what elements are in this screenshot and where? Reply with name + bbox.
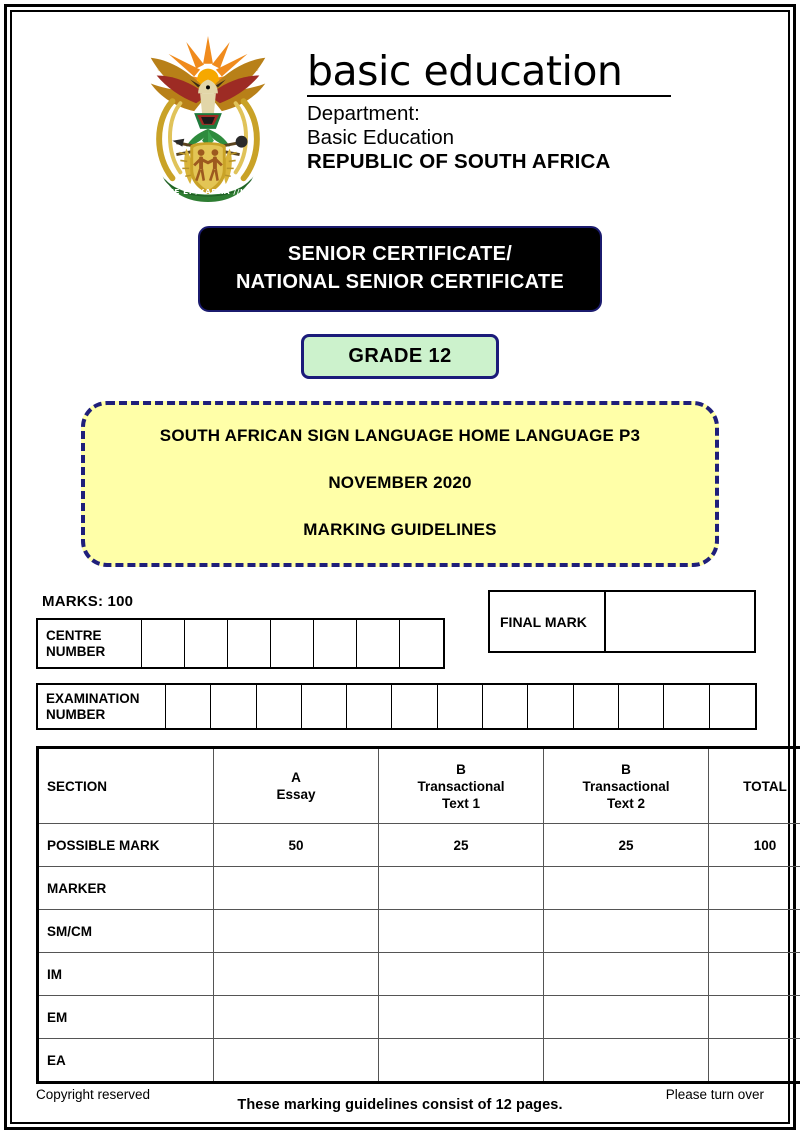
wordmark-title: basic education	[307, 47, 623, 95]
possible-mark-b2: 25	[544, 824, 709, 867]
smcm-a[interactable]	[214, 910, 379, 953]
subject-info-box	[81, 401, 719, 567]
table-row-em	[38, 996, 800, 1039]
header-section-a	[214, 748, 379, 824]
header-b2-name: Transactional	[582, 778, 670, 794]
table-row-marker	[38, 867, 800, 910]
smcm-b1[interactable]	[379, 910, 544, 953]
page-count-note: These marking guidelines consist of 12 pages.	[237, 1097, 563, 1113]
examination-number-cell[interactable]	[166, 685, 211, 728]
table-row-smcm	[38, 910, 800, 953]
table-header-row	[38, 748, 800, 824]
subject-title: SOUTH AFRICAN SIGN LANGUAGE HOME LANGUAGE P3	[159, 426, 641, 445]
coat-of-arms-motto-text: !KE E: /XARRA //KE	[164, 187, 252, 197]
final-mark-value-field[interactable]	[606, 592, 754, 651]
country-label: REPUBLIC OF SOUTH AFRICA	[307, 150, 611, 173]
page-content	[14, 14, 786, 1120]
header-b1-name: Transactional	[417, 778, 505, 794]
header-a-letter: A	[291, 770, 301, 785]
page-footer	[36, 1087, 764, 1102]
examination-number-cell[interactable]	[257, 685, 302, 728]
examination-number-cell[interactable]	[211, 685, 256, 728]
certificate-banner-line2: NATIONAL SENIOR CERTIFICATE	[235, 271, 565, 293]
centre-number-cell[interactable]	[357, 620, 400, 667]
row-label-im: IM	[38, 953, 214, 996]
marker-total[interactable]	[709, 867, 800, 910]
header-section: SECTION	[38, 748, 214, 824]
examination-number-label	[38, 685, 166, 728]
im-b1[interactable]	[379, 953, 544, 996]
department-name: Basic Education	[307, 126, 455, 149]
centre-number-cell[interactable]	[185, 620, 228, 667]
certificate-banner-wrap	[14, 206, 786, 312]
im-b2[interactable]	[544, 953, 709, 996]
examination-number-cell[interactable]	[347, 685, 392, 728]
centre-number-cell[interactable]	[142, 620, 185, 667]
examination-number-label-line1: EXAMINATION	[46, 690, 140, 706]
centre-number-grid	[36, 618, 445, 669]
row-label-em: EM	[38, 996, 214, 1039]
row-label-ea: EA	[38, 1039, 214, 1083]
table-row-possible-mark	[38, 824, 800, 867]
em-b1[interactable]	[379, 996, 544, 1039]
examination-number-cell[interactable]	[528, 685, 573, 728]
south-africa-coat-of-arms-icon	[129, 30, 287, 206]
centre-number-label-line2: NUMBER	[46, 643, 106, 659]
ea-total[interactable]	[709, 1039, 800, 1083]
certificate-banner-line1: SENIOR CERTIFICATE/	[287, 243, 513, 265]
examination-number-cell[interactable]	[302, 685, 347, 728]
possible-mark-total: 100	[709, 824, 800, 867]
row-label-possible-mark: POSSIBLE MARK	[38, 824, 214, 867]
centre-number-cell[interactable]	[400, 620, 443, 667]
total-marks-label: MARKS: 100	[42, 593, 134, 610]
em-total[interactable]	[709, 996, 800, 1039]
ea-b2[interactable]	[544, 1039, 709, 1083]
header-b1-letter: B	[456, 761, 466, 777]
wordmark-rule	[307, 95, 671, 97]
header-a-name: Essay	[276, 787, 316, 802]
em-a[interactable]	[214, 996, 379, 1039]
im-a[interactable]	[214, 953, 379, 996]
centre-number-cell[interactable]	[314, 620, 357, 667]
department-label: Department:	[307, 102, 420, 125]
table-row-ea	[38, 1039, 800, 1083]
examination-number-cell[interactable]	[438, 685, 483, 728]
header-b1-sub: Text 1	[441, 795, 480, 811]
examination-number-cell[interactable]	[392, 685, 437, 728]
header-b2-sub: Text 2	[606, 795, 645, 811]
exam-session: NOVEMBER 2020	[328, 473, 472, 492]
table-row-im	[38, 953, 800, 996]
department-wordmark	[307, 30, 671, 174]
examination-number-cell[interactable]	[483, 685, 528, 728]
marker-a[interactable]	[214, 867, 379, 910]
im-total[interactable]	[709, 953, 800, 996]
centre-number-cell[interactable]	[228, 620, 271, 667]
row-label-smcm: SM/CM	[38, 910, 214, 953]
final-mark-label: FINAL MARK	[490, 592, 606, 651]
ea-b1[interactable]	[379, 1039, 544, 1083]
examination-number-cell[interactable]	[664, 685, 709, 728]
smcm-total[interactable]	[709, 910, 800, 953]
grade-badge: GRADE 12	[301, 334, 498, 379]
em-b2[interactable]	[544, 996, 709, 1039]
examination-number-row	[36, 683, 786, 730]
header-section-b2	[544, 748, 709, 824]
header-total: TOTAL	[709, 748, 800, 824]
centre-number-row	[36, 613, 786, 669]
possible-mark-a: 50	[214, 824, 379, 867]
final-mark-wrap	[488, 590, 756, 653]
turn-over-notice: Please turn over	[665, 1087, 764, 1102]
document-type: MARKING GUIDELINES	[303, 520, 497, 539]
ea-a[interactable]	[214, 1039, 379, 1083]
document-header	[14, 14, 786, 206]
centre-number-label-line1: CENTRE	[46, 627, 102, 643]
certificate-banner	[198, 226, 602, 312]
header-b2-letter: B	[621, 761, 631, 777]
grade-badge-wrap	[14, 312, 786, 379]
examination-number-cell[interactable]	[710, 685, 755, 728]
marks-summary-table	[36, 746, 800, 1084]
centre-number-cell[interactable]	[271, 620, 314, 667]
examination-number-cell[interactable]	[619, 685, 664, 728]
marker-b2[interactable]	[544, 867, 709, 910]
row-label-marker: MARKER	[38, 867, 214, 910]
examination-number-cell[interactable]	[574, 685, 619, 728]
marker-b1[interactable]	[379, 867, 544, 910]
final-mark-box	[488, 590, 756, 653]
possible-mark-b1: 25	[379, 824, 544, 867]
examination-number-grid	[36, 683, 757, 730]
copyright-notice: Copyright reserved	[36, 1087, 151, 1102]
smcm-b2[interactable]	[544, 910, 709, 953]
centre-number-label	[38, 620, 142, 667]
header-section-b1	[379, 748, 544, 824]
examination-number-label-line2: NUMBER	[46, 706, 106, 722]
